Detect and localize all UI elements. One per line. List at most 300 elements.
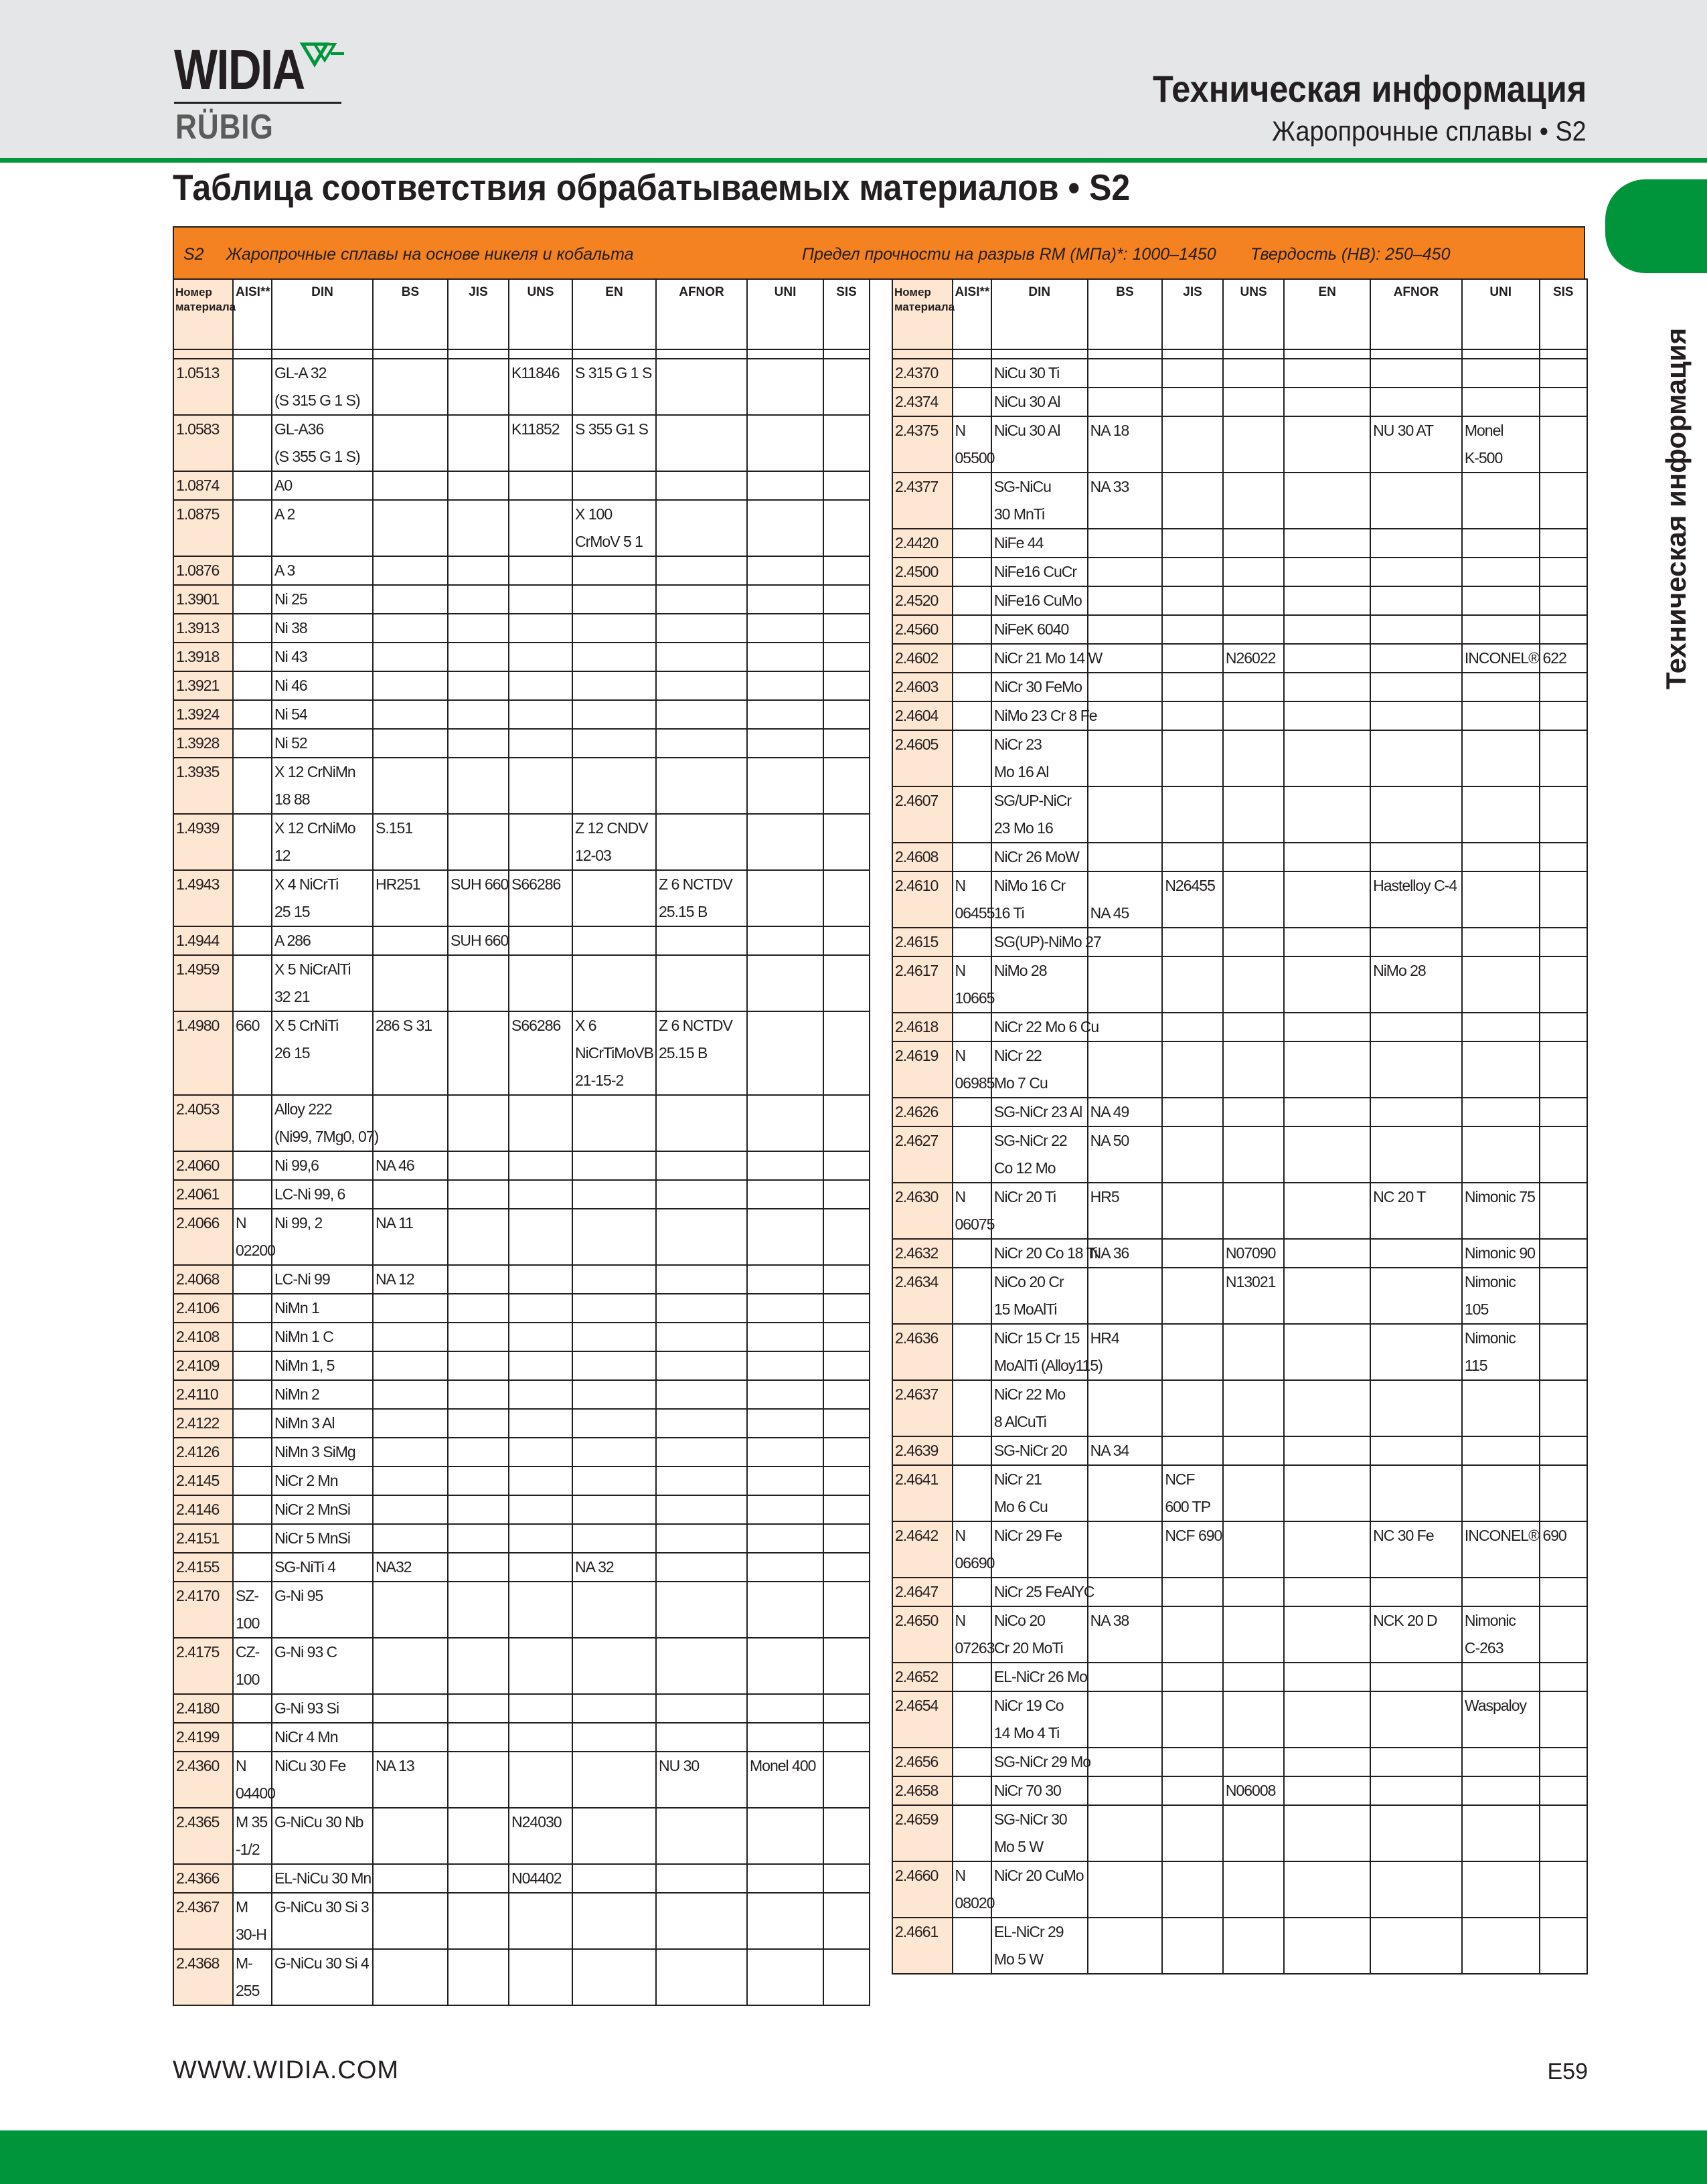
cell-text: 2.4627 [895,1132,939,1149]
cell-bs [373,1409,448,1438]
cell-aisi [953,1465,991,1521]
cell-text: NiCr 21 Mo 14 W [993,649,1103,667]
cell-din [991,928,1101,956]
cell-en [572,1582,656,1638]
cell-bs [373,1095,448,1151]
cell-number [173,1466,233,1495]
cell-uns [509,359,572,415]
cell-text: 2.4656 [895,1753,939,1770]
table-row [173,1265,870,1294]
cell-aisi [953,1521,995,1578]
cell-number [892,701,953,730]
cell-afnor [1370,388,1462,416]
cell-jis [448,1151,509,1180]
cell-text: NiCr 20 Ti [993,1188,1056,1205]
cell-afnor [1370,529,1462,558]
cell-text: NiFeK 6040 [993,620,1069,638]
table-row [173,556,870,585]
cell-aisi [953,1805,991,1861]
cell-text: 2.4060 [176,1157,220,1174]
cell-bs [1088,1380,1163,1436]
cell-sis [823,1095,870,1151]
cell-uns [509,700,572,729]
cell-aisi [233,1864,272,1893]
cell-jis [448,1095,509,1151]
cell-din [991,1436,1088,1465]
cell-uns [509,1151,572,1180]
cell-jis [448,926,509,955]
cell-text: 2.4647 [895,1583,939,1600]
cell-bs [1088,1098,1163,1126]
spacer-cell [991,349,1088,359]
cell-bs [373,1495,448,1524]
cell-uns [509,1265,572,1294]
cell-text: 2.4370 [895,364,939,382]
cell-sis [1540,1268,1587,1324]
cell-sis [1540,730,1587,786]
cell-en [572,359,656,415]
cell-bs [1088,843,1163,871]
cell-jis [448,471,509,500]
cell-sis [823,1949,870,2005]
cell-sis [1540,1324,1587,1380]
page-header [0,0,1707,158]
col-header-aisi: AISI** [233,279,272,349]
cell-number [892,1465,953,1521]
cell-uns [509,1095,572,1151]
cell-uni [747,471,823,500]
cell-uns [1223,1606,1285,1663]
cell-uns [509,1380,572,1409]
cell-text: 2.4126 [176,1443,220,1460]
table-row [892,1436,1587,1465]
cell-en [572,1151,656,1180]
cell-jis [1162,1126,1223,1183]
table-row [892,1861,1587,1918]
cell-number [173,671,233,700]
page-number: E59 [1547,2059,1588,2084]
cell-bs [373,500,448,556]
cell-text: A 2 [274,505,295,523]
cell-text: 2.4605 [895,736,939,753]
table-row [173,1409,870,1438]
cell-number [892,359,953,388]
cell-sis [823,1582,870,1638]
cell-number [173,758,233,814]
table-row [173,1323,870,1351]
cell-en [1284,1380,1370,1436]
cell-text: 2.4175 [176,1643,220,1661]
col-header-jis: JIS [448,279,509,349]
cell-aisi [233,1752,275,1808]
cell-sis [1540,359,1587,388]
cell-jis [1162,1183,1223,1239]
cell-jis [448,1723,509,1752]
cell-en [572,1638,656,1694]
col-header-uns: UNS [509,279,572,349]
cell-text: 660 [236,1017,260,1034]
cell-en [572,700,656,729]
cell-aisi [233,1294,272,1323]
cell-sis [823,1466,870,1495]
cell-uni [747,1553,823,1582]
cell-en [1284,615,1370,644]
cell-jis [1162,1691,1223,1748]
cell-aisi [233,1409,272,1438]
cell-text: N 10665 [955,962,995,1007]
cell-text: 2.4659 [895,1811,939,1828]
cell-en [1284,1691,1370,1748]
cell-text: S 355 G1 S [575,420,648,438]
cell-jis [448,1553,509,1582]
cell-din [272,1180,373,1209]
cell-afnor [1370,1013,1462,1041]
cell-sis [823,1808,870,1864]
cell-din [991,1098,1088,1126]
cell-text: 2.4661 [895,1923,939,1940]
cell-afnor [1370,1578,1462,1606]
cell-number [173,926,233,955]
cell-bs [373,1723,448,1752]
cell-sis [823,758,870,814]
cell-text: NA 11 [376,1214,413,1232]
cell-number [173,1723,233,1752]
cell-uns [509,585,572,614]
table-row [892,1578,1587,1606]
side-section-tab[interactable] [1605,179,1707,273]
cell-uns [1223,1776,1285,1805]
cell-afnor [1370,1126,1462,1183]
cell-aisi [233,359,272,415]
cell-afnor [656,1694,747,1723]
right-table-header [892,279,1587,349]
cell-afnor [656,955,747,1011]
table-row [173,415,870,471]
cell-uns [509,471,572,500]
left-material-table [173,278,870,2006]
cell-number [892,529,953,558]
cell-afnor [1370,1606,1462,1663]
cell-text: 2.4520 [895,592,939,609]
cell-en [572,671,656,700]
cell-text: A 3 [274,562,295,579]
cell-uni [1462,416,1540,473]
col-header-uni: UNI [747,279,823,349]
cell-sis [1540,1918,1587,1974]
cell-afnor [1370,786,1462,843]
cell-jis [448,955,509,1011]
cell-sis [1540,388,1587,416]
cell-uni [1462,1380,1540,1436]
banner-group: Жаропрочные сплавы на основе никеля и кобальта [226,245,634,264]
cell-number [173,500,233,556]
header-subtitle: Жаропрочные сплавы • S2 [1272,115,1587,147]
cell-afnor [1370,473,1462,529]
cell-din [272,415,373,471]
cell-text: 286 S 31 [376,1017,432,1034]
cell-afnor [656,359,747,415]
cell-text: NU 30 AT [1373,422,1434,439]
cell-afnor [656,1011,747,1095]
cell-uni [1462,1748,1540,1776]
cell-text: NiMn 2 [274,1385,319,1403]
cell-afnor [1370,1861,1462,1918]
cell-afnor [656,1265,747,1294]
cell-en [1284,1578,1370,1606]
cell-en [1284,586,1370,615]
cell-aisi [953,644,991,673]
spacer-cell [448,349,509,359]
cell-text: G-Ni 93 Si [274,1699,339,1717]
cell-uni [1462,1324,1540,1380]
cell-text: N07090 [1225,1244,1276,1262]
cell-text: 2.4652 [895,1668,939,1685]
spacer-cell [656,349,747,359]
cell-text: NiCo 20 Cr 20 MoTi [993,1612,1063,1657]
cell-jis [1162,615,1223,644]
cell-uns [509,1723,572,1752]
cell-jis [448,1180,509,1209]
cell-number [173,1180,233,1209]
table-row [892,473,1587,529]
cell-jis [1162,586,1223,615]
cell-number [892,843,953,871]
table-row [173,1095,870,1151]
cell-text: Alloy 222 (Ni99, 7Mg0, 07) [274,1100,379,1145]
cell-jis [1162,701,1223,730]
cell-aisi [233,1351,272,1380]
cell-number [173,1638,233,1694]
cell-din [272,700,373,729]
cell-afnor [656,1582,747,1638]
cell-uni [1462,673,1540,701]
cell-jis [448,1495,509,1524]
cell-sis [823,1694,870,1723]
cell-din [272,643,373,671]
table-row [892,558,1587,586]
cell-bs [373,758,448,814]
cell-uni [747,1011,823,1095]
cell-din [272,359,373,415]
cell-sis [1540,843,1587,871]
table-row [892,615,1587,644]
table-row [892,786,1587,843]
cell-text: NiCr 23 Mo 16 Al [993,736,1049,780]
table-row [173,671,870,700]
cell-aisi [953,359,991,388]
cell-uns [509,1495,572,1524]
banner-hardness: Твердость (НВ): 250–450 [1250,245,1451,264]
cell-text: Nimonic 115 [1464,1329,1516,1374]
cell-aisi [953,928,991,956]
cell-aisi [953,1268,991,1324]
cell-sis [823,1180,870,1209]
cell-uni [747,1095,823,1151]
cell-jis [1162,1748,1223,1776]
cell-number [892,928,953,956]
cell-en [572,870,656,926]
cell-text: SUH 660 [451,875,509,893]
cell-bs [1088,1183,1163,1239]
cell-sis [1540,416,1587,473]
cell-en [572,1553,656,1582]
cell-jis [1162,1268,1223,1324]
cell-text: N13021 [1225,1273,1276,1290]
cell-number [173,1323,233,1351]
cell-text: NiCr 20 CuMo [993,1867,1084,1884]
cell-text: NiCo 20 Cr 15 MoAlTi [993,1273,1064,1318]
table-row [173,359,870,415]
table-row [173,1752,870,1808]
cell-text: GL-A 32 (S 315 G 1 S) [274,364,360,409]
cell-text: 2.4650 [895,1612,939,1629]
col-header-number: Номер материала [892,279,953,349]
cell-text: NiMo 28 [1373,962,1426,979]
table-row [173,1495,870,1524]
cell-text: 2.4068 [176,1270,220,1288]
cell-text: N 04400 [236,1757,275,1802]
cell-jis [1162,473,1223,529]
cell-jis [448,1380,509,1409]
cell-sis [1540,786,1587,843]
cell-afnor [656,1553,747,1582]
cell-text: 2.4639 [895,1442,939,1459]
cell-text: 2.4626 [895,1103,939,1120]
logo-divider [174,102,341,104]
cell-text: 2.4375 [895,422,939,439]
header-green-rule [0,158,1707,163]
cell-number [173,556,233,585]
cell-en [1284,1805,1370,1861]
cell-aisi [233,1723,272,1752]
cell-en [572,1438,656,1466]
cell-afnor [656,1180,747,1209]
cell-din [272,1294,373,1323]
cell-bs [1088,1465,1163,1521]
cell-uni [1462,1013,1540,1041]
cell-uni [747,955,823,1011]
table-row [892,1183,1587,1239]
cell-uns [1223,558,1285,586]
cell-number [173,1351,233,1380]
cell-aisi [233,1949,272,2005]
cell-bs [373,1808,448,1864]
cell-uni [747,1265,823,1294]
cell-text: X 5 NiCrAlTi 32 21 [274,960,351,1005]
cell-jis [448,1949,509,2005]
cell-uns [509,1438,572,1466]
cell-text: S66286 [511,875,561,893]
table-row [892,1268,1587,1324]
cell-en [1284,1776,1370,1805]
cell-text: SG/UP-NiCr 23 Mo 16 [993,792,1072,837]
cell-aisi [953,1098,991,1126]
cell-jis [1162,1013,1223,1041]
cell-din [991,1324,1103,1380]
cell-aisi [953,1691,991,1748]
cell-en [1284,1013,1370,1041]
spacer-cell [747,349,823,359]
cell-text: 2.4146 [176,1501,220,1518]
cell-text: 2.4155 [176,1558,220,1576]
cell-text: NiCr 2 MnSi [274,1501,350,1518]
cell-afnor [656,1808,747,1864]
cell-sis [823,1864,870,1893]
cell-text: EL-NiCu 30 Mn [274,1869,372,1887]
cell-en [572,1495,656,1524]
table-row [892,586,1587,615]
cell-sis [1540,473,1587,529]
cell-text: SG-NiCr 20 [993,1442,1067,1459]
cell-uni [1462,871,1540,928]
header-title: Техническая информация [1152,68,1587,110]
cell-en [1284,1521,1370,1578]
cell-en [572,1351,656,1380]
cell-uns [1223,1663,1285,1691]
cell-bs [373,870,448,926]
cell-text: 1.0513 [176,364,220,382]
cell-number [892,730,953,786]
cell-jis [1162,644,1223,673]
cell-jis [448,556,509,585]
cell-text: X 5 CrNiTi 26 15 [274,1017,339,1062]
cell-number [173,729,233,758]
cell-uni [747,1949,823,2005]
table-row [173,1553,870,1582]
cell-uni [747,643,823,671]
cell-aisi [953,1606,995,1663]
cell-text: X 12 CrNiMo 12 [274,819,355,864]
cell-text: 2.4368 [176,1954,220,1972]
footer-website-link[interactable]: WWW.WIDIA.COM [173,2056,400,2084]
cell-text: M 35 -1/2 [236,1813,268,1858]
cell-uns [1223,730,1285,786]
cell-text: Nimonic C-263 [1464,1612,1516,1657]
cell-uns [509,1808,572,1864]
cell-uni [747,1438,823,1466]
cell-text: X 6 NiCrTiMoVB 21-15-2 [575,1017,653,1089]
cell-uni [747,870,823,926]
cell-uns [1223,928,1285,956]
cell-sis [1540,1805,1587,1861]
cell-afnor [1370,1041,1462,1098]
cell-jis [1162,1465,1223,1521]
cell-aisi [953,473,991,529]
cell-number [892,1578,953,1606]
cell-din [991,1041,1088,1098]
cell-uni [747,1864,823,1893]
cell-afnor [656,1524,747,1553]
table-row [173,1808,870,1864]
cell-number [173,1380,233,1409]
cell-text: 1.4939 [176,819,220,837]
cell-text: 1.0874 [176,477,220,494]
cell-en [1284,1098,1370,1126]
cell-uni [747,1294,823,1323]
table-row [173,700,870,729]
cell-uns [1223,1013,1285,1041]
cell-number [892,1805,953,1861]
cell-uns [1223,1324,1285,1380]
cell-aisi [233,1553,272,1582]
cell-text: CZ- 100 [236,1643,260,1688]
table-row [892,529,1587,558]
cell-text: 2.4053 [176,1100,220,1118]
cell-uns [1223,871,1285,928]
cell-sis [1540,1465,1587,1521]
cell-jis [448,415,509,471]
cell-bs [373,1893,448,1949]
